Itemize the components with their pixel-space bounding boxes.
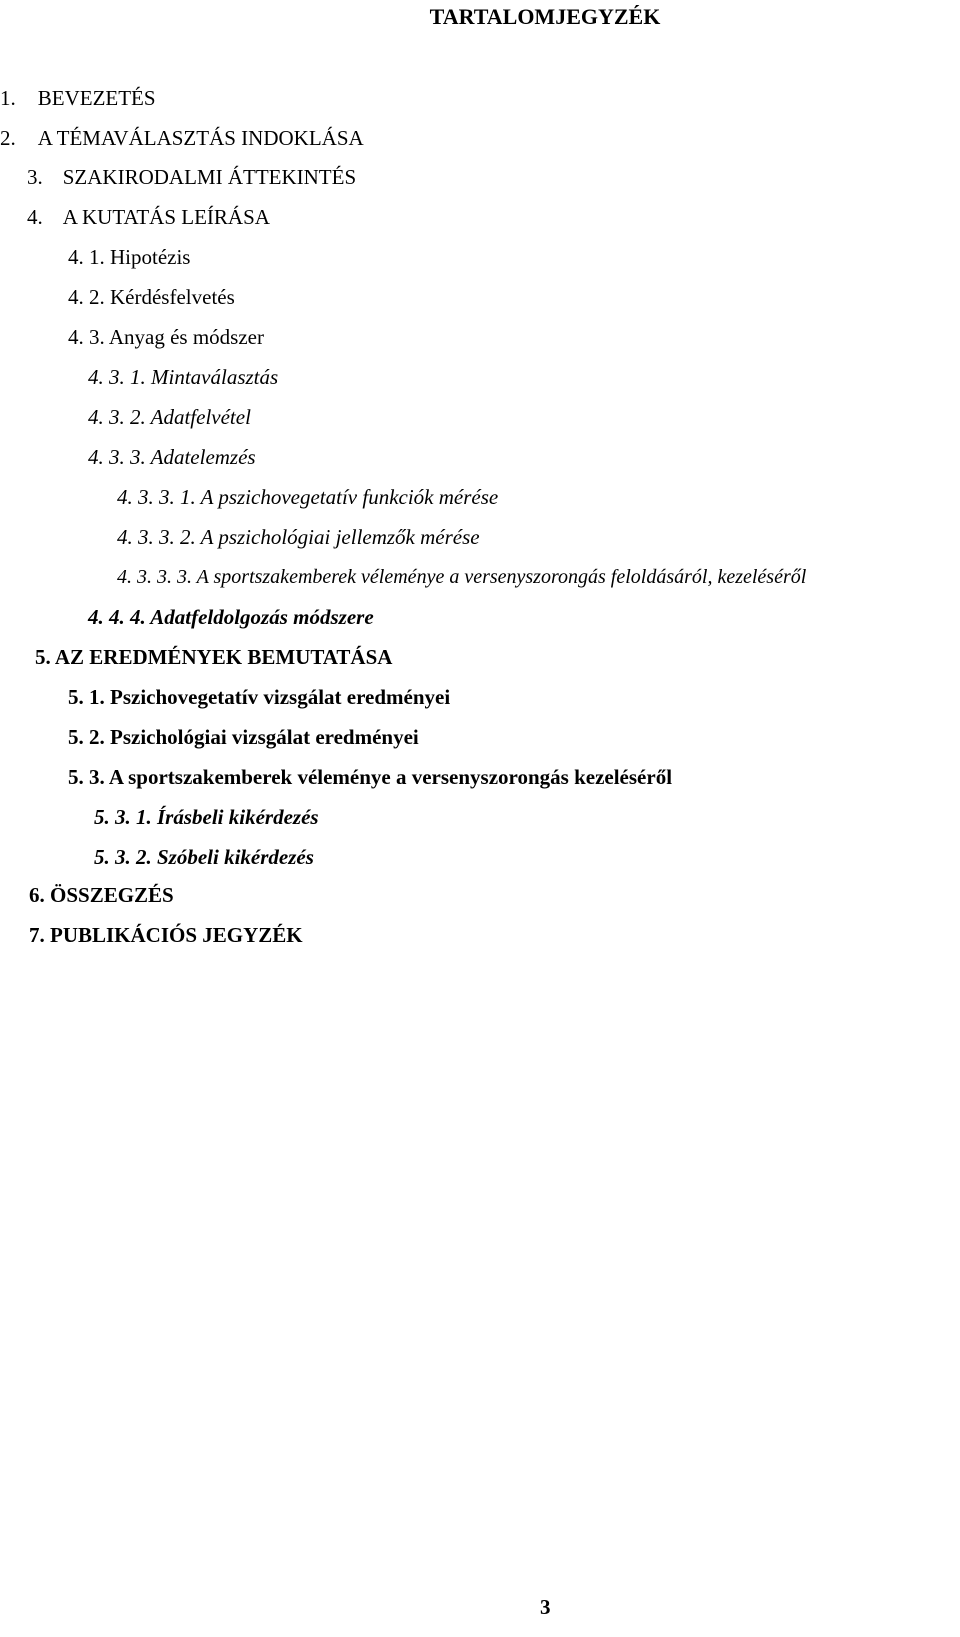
toc-entry-number: 5. 3. 2.	[94, 845, 152, 869]
toc-entry-5	[35, 643, 392, 671]
toc-entry-4-3-1	[88, 363, 278, 391]
toc-entry-text: Hipotézis	[110, 245, 191, 269]
toc-entry-number: 2.	[0, 126, 16, 150]
page-number: 3	[540, 1595, 551, 1619]
toc-entry-number: 4. 3. 2.	[88, 405, 146, 429]
toc-entry-text: Mintaválasztás	[151, 365, 279, 389]
toc-entry-3	[27, 163, 356, 191]
toc-entry-number: 7.	[29, 923, 45, 947]
toc-entry-4	[27, 203, 270, 231]
toc-entry-5-3-2	[94, 843, 314, 871]
toc-entry-number: 4. 3. 3.	[88, 445, 146, 469]
toc-entry-text: A pszichovegetatív funkciók mérése	[200, 485, 499, 509]
toc-entry-number: 4. 3.	[68, 325, 105, 349]
toc-entry-4-2	[68, 283, 235, 311]
toc-entry-4-3-3	[88, 443, 256, 471]
toc-entry-text: Adatelemzés	[150, 445, 256, 469]
toc-entry-4-3	[68, 323, 264, 351]
toc-entry-number: 4. 3. 3. 3.	[117, 566, 192, 588]
toc-entry-4-3-3-2	[117, 523, 480, 551]
toc-entry-7	[29, 921, 303, 949]
toc-entry-text: BEVEZETÉS	[37, 86, 156, 110]
toc-entry-text: Anyag és módszer	[108, 325, 264, 349]
toc-entry-text: Pszichovegetatív vizsgálat eredményei	[110, 685, 451, 709]
toc-entry-text: A sportszakemberek véleménye a versenyszorongás kezeléséről	[108, 765, 673, 789]
toc-entry-2	[0, 124, 364, 152]
toc-entry-text: A TÉMAVÁLASZTÁS INDOKLÁSA	[37, 126, 364, 150]
toc-entry-text: SZAKIRODALMI ÁTTEKINTÉS	[62, 165, 357, 189]
toc-entry-text: Adatfelvétel	[150, 405, 251, 429]
toc-entry-number: 5. 1.	[68, 685, 105, 709]
toc-entry-number: 3.	[27, 165, 43, 189]
toc-entry-number: 5. 2.	[68, 725, 105, 749]
toc-entry-number: 4. 3. 1.	[88, 365, 146, 389]
toc-entry-number: 4. 3. 3. 1.	[117, 485, 196, 509]
toc-entry-text: PUBLIKÁCIÓS JEGYZÉK	[50, 923, 303, 947]
toc-entry-6	[29, 881, 174, 909]
toc-entry-text: A pszichológiai jellemzők mérése	[200, 525, 480, 549]
toc-entry-4-4-4	[88, 603, 374, 631]
toc-entry-text: ÖSSZEGZÉS	[50, 883, 174, 907]
toc-entry-text: Pszichológiai vizsgálat eredményei	[110, 725, 419, 749]
toc-entry-4-3-3-3	[117, 563, 806, 591]
toc-entry-5-3-1	[94, 803, 319, 831]
toc-entry-number: 4. 4. 4.	[88, 605, 146, 629]
toc-entry-5-1	[68, 683, 450, 711]
toc-entry-4-1	[68, 243, 190, 271]
toc-entry-5-2	[68, 723, 419, 751]
toc-entry-text: Adatfeldolgozás módszere	[150, 605, 374, 629]
toc-entry-4-3-2	[88, 403, 251, 431]
toc-entry-text: Írásbeli kikérdezés	[157, 805, 319, 829]
toc-entry-number: 5. 3. 1.	[94, 805, 152, 829]
toc-entry-number: 4. 1.	[68, 245, 105, 269]
toc-entry-text: Szóbeli kikérdezés	[157, 845, 314, 869]
toc-entry-number: 4. 3. 3. 2.	[117, 525, 196, 549]
toc-entry-number: 5. 3.	[68, 765, 105, 789]
toc-entry-text: AZ EREDMÉNYEK BEMUTATÁSA	[54, 645, 393, 669]
toc-entry-4-3-3-1	[117, 483, 498, 511]
toc-entry-text: Kérdésfelvetés	[110, 285, 235, 309]
page-title: TARTALOMJEGYZÉK	[429, 4, 661, 29]
toc-entry-1	[0, 84, 156, 112]
toc-entry-5-3	[68, 763, 672, 791]
toc-entry-number: 1.	[0, 86, 16, 110]
toc-entry-text: A KUTATÁS LEÍRÁSA	[62, 205, 270, 229]
toc-entry-text: A sportszakemberek véleménye a versenyszorongás feloldásáról, kezeléséről	[196, 566, 807, 588]
toc-entry-number: 4.	[27, 205, 43, 229]
toc-entry-number: 4. 2.	[68, 285, 105, 309]
toc-entry-number: 5.	[35, 645, 51, 669]
toc-entry-number: 6.	[29, 883, 45, 907]
